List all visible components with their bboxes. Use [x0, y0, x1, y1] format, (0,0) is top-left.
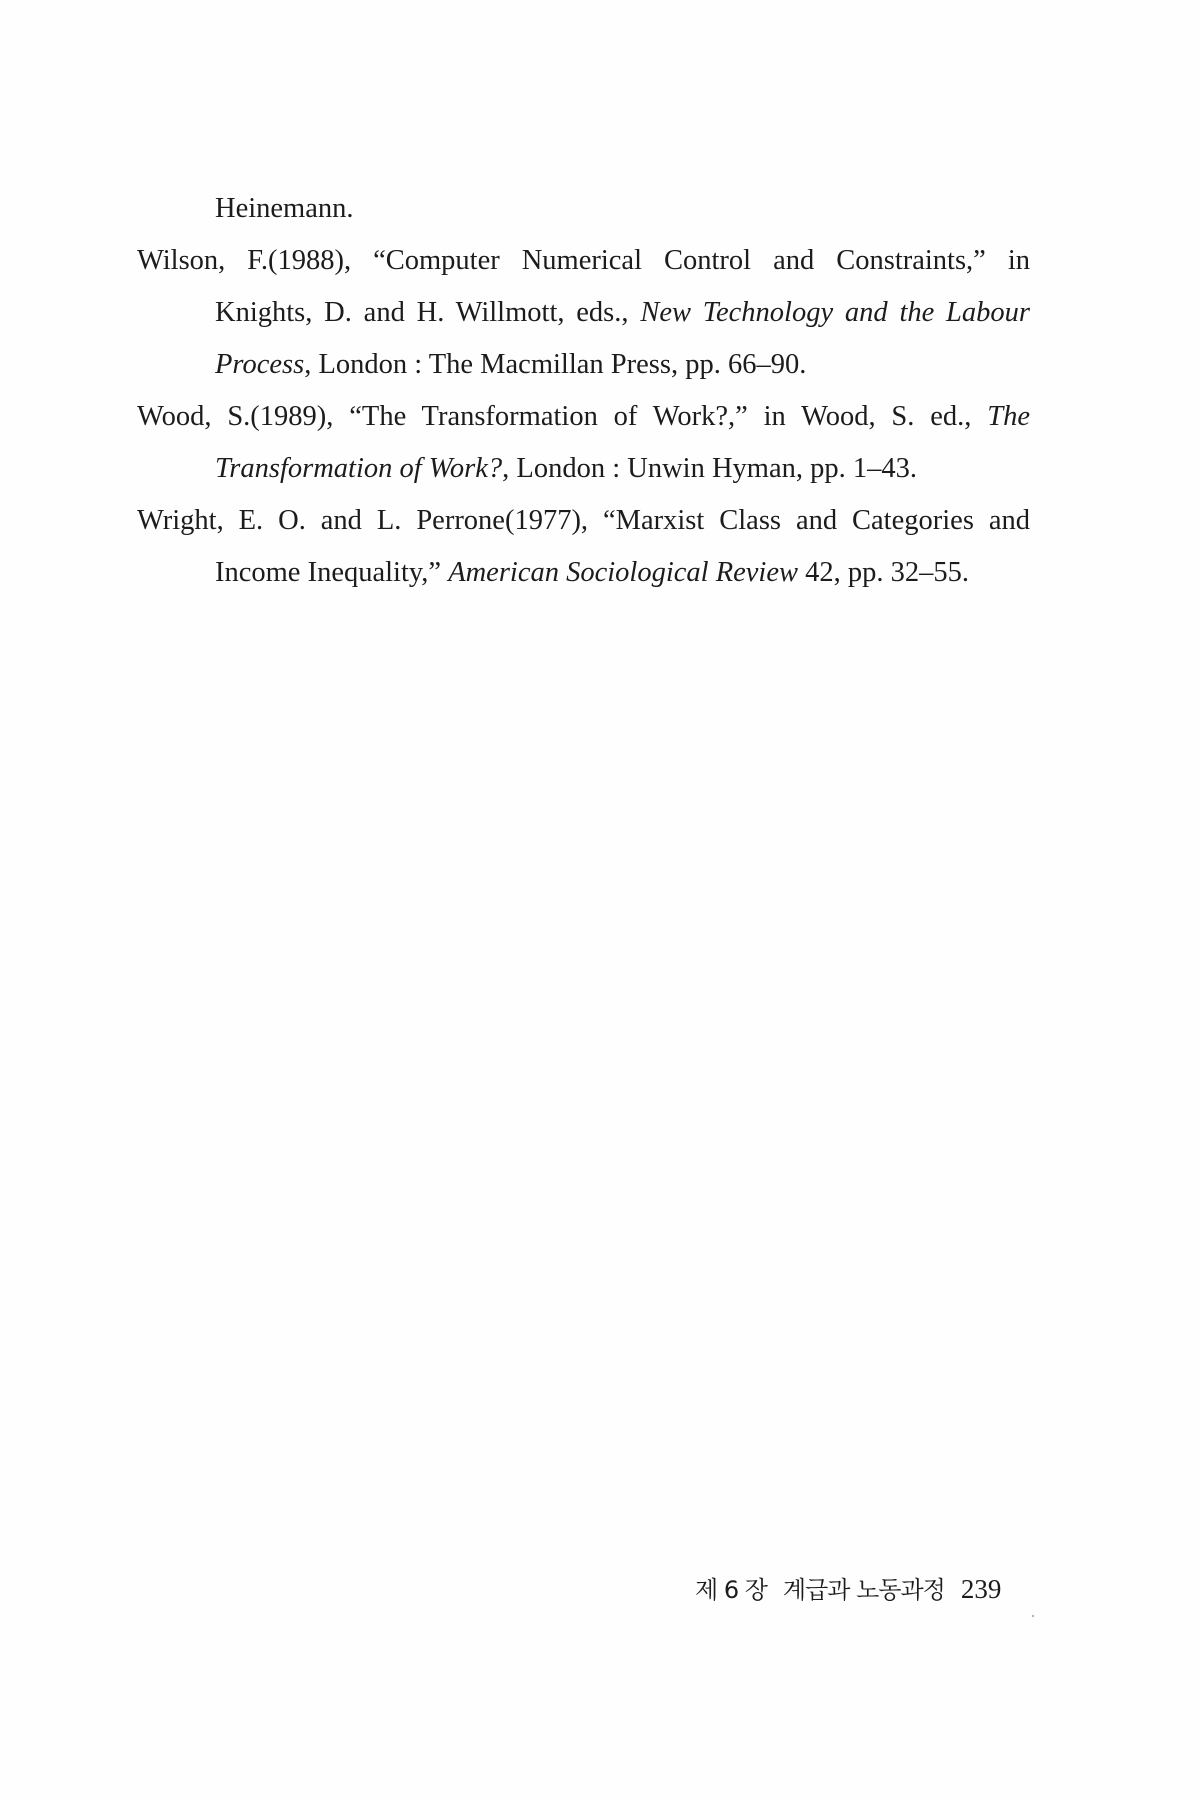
reference-journal-title: American Sociological Review — [448, 557, 798, 588]
footer-chapter: 제 6 장 — [695, 1576, 767, 1604]
reference-entry — [137, 235, 1030, 391]
reference-text: , London : Unwin Hyman, pp. 1–43. — [502, 453, 917, 484]
footer-chapter-title: 계급과 노동과정 — [782, 1576, 945, 1604]
reference-entry — [137, 183, 1030, 235]
reference-text: , London : The Macmillan Press, pp. 66–90. — [304, 349, 807, 380]
running-footer — [695, 1570, 1015, 1605]
reference-text: 42, pp. 32–55. — [798, 557, 969, 588]
reference-book-title: The Transformation of Work? — [215, 401, 1030, 484]
page-number: 239 — [960, 1574, 1002, 1604]
reference-book-title: New Technology and the Labour Process — [215, 297, 1030, 380]
reference-text: Heinemann. — [215, 193, 354, 224]
reference-text: Wright, E. O. and L. Perrone(1977), “Marxist Class and Categories and Income Inequality,” — [137, 505, 1030, 588]
scan-speck — [1032, 1615, 1034, 1617]
reference-entry — [137, 495, 1030, 599]
reference-text: Wood, S.(1989), “The Transformation of Work?,” in Wood, S. ed., — [137, 401, 988, 432]
reference-entry — [137, 391, 1030, 495]
reference-list — [137, 183, 1030, 599]
reference-text: Wilson, F.(1988), “Computer Numerical Control and Constraints,” in Knights, D. and H. Willmott, eds., — [137, 245, 1030, 328]
